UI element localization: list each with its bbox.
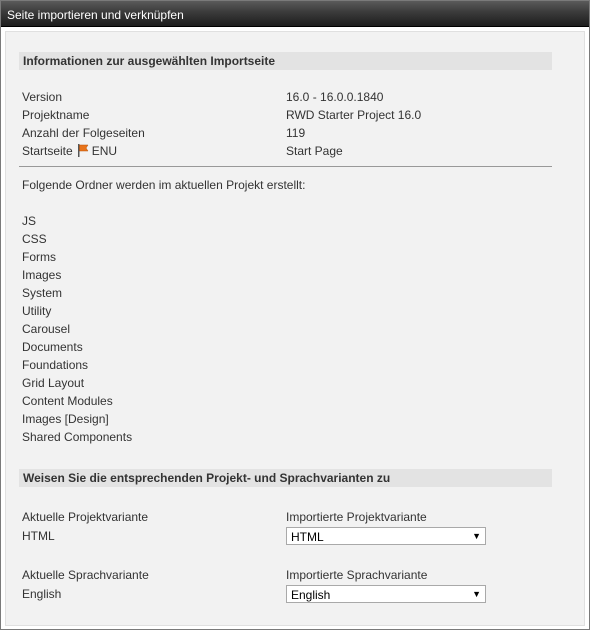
current-project-variant-value: HTML — [22, 529, 55, 543]
imported-language-variant-label: Importierte Sprachvariante — [286, 568, 428, 582]
start-page-value: Start Page — [286, 144, 343, 158]
folder-item: Images [Design] — [22, 412, 109, 426]
folder-item: Content Modules — [22, 394, 113, 408]
imported-project-variant-selected: HTML — [291, 530, 324, 544]
folder-item: System — [22, 286, 63, 300]
flag-icon — [77, 144, 89, 157]
project-name-value: RWD Starter Project 16.0 — [286, 108, 422, 122]
info-section-header: Informationen zur ausgewählten Importseite — [19, 52, 552, 70]
subpage-count-label: Anzahl der Folgeseiten — [22, 126, 145, 140]
section-divider — [19, 166, 552, 167]
dropdown-arrow-icon: ▼ — [472, 589, 481, 599]
current-project-variant-label: Aktuelle Projektvariante — [22, 510, 149, 524]
subpage-count-value: 119 — [286, 126, 306, 140]
version-value: 16.0 - 16.0.0.1840 — [286, 90, 384, 104]
dialog-content — [5, 31, 585, 626]
project-name-label: Projektname — [22, 108, 90, 122]
version-label: Version — [22, 90, 63, 104]
start-page-language: ENU — [91, 144, 118, 158]
start-page-label: Startseite — [22, 144, 73, 158]
folder-item: Grid Layout — [22, 376, 85, 390]
dialog-titlebar[interactable] — [1, 1, 589, 27]
folder-item: Foundations — [22, 358, 89, 372]
dropdown-arrow-icon: ▼ — [472, 531, 481, 541]
imported-language-variant-select[interactable] — [286, 585, 486, 603]
folder-item: CSS — [22, 232, 47, 246]
current-language-variant-label: Aktuelle Sprachvariante — [22, 568, 149, 582]
folders-intro: Folgende Ordner werden im aktuellen Projekt erstellt: — [22, 178, 306, 192]
folder-item: Images — [22, 268, 62, 282]
folder-item: Shared Components — [22, 430, 133, 444]
imported-language-variant-selected: English — [291, 588, 331, 602]
imported-project-variant-select[interactable] — [286, 527, 486, 545]
start-page-label-row — [22, 144, 117, 158]
current-language-variant-value: English — [22, 587, 62, 601]
folder-item: Forms — [22, 250, 56, 264]
folder-item: Carousel — [22, 322, 71, 336]
dialog-title: Seite importieren und verknüpfen — [7, 8, 184, 22]
folder-item: Utility — [22, 304, 52, 318]
assign-section-header: Weisen Sie die entsprechenden Projekt- und Sprachvarianten zu — [19, 469, 552, 487]
folder-item: JS — [22, 214, 37, 228]
folder-item: Documents — [22, 340, 83, 354]
imported-project-variant-label: Importierte Projektvariante — [286, 510, 427, 524]
